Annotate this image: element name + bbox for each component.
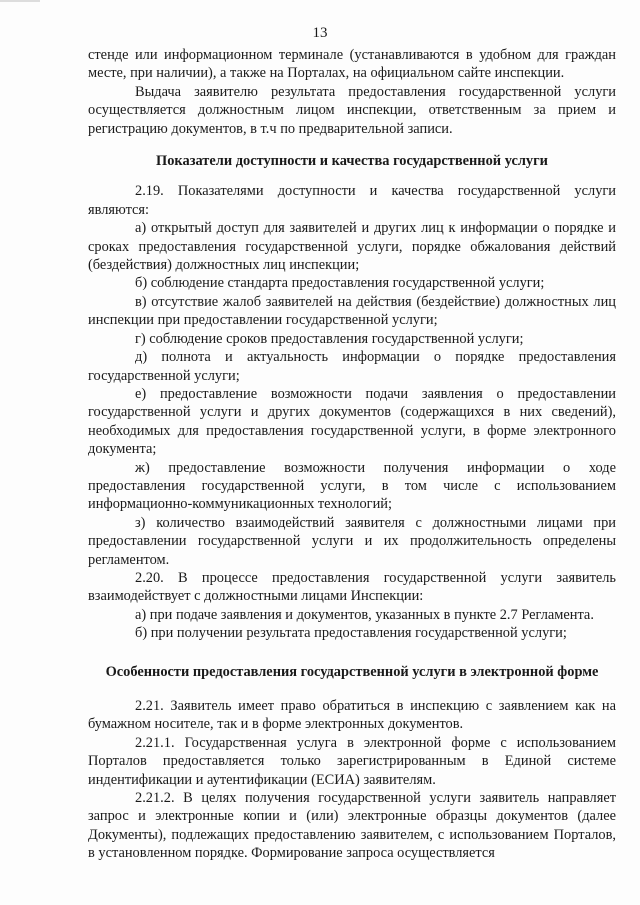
list-item: ж) предоставление возможности получения информации о ходе предоставления государственной услуги, в том числе с использованием информационно-коммуникационных технологий;: [88, 459, 616, 513]
list-item: д) полнота и актуальность информации о порядке предоставления государственной услуги;: [88, 349, 616, 384]
section-heading: Особенности предоставления государственной услуги в электронной форме: [105, 663, 599, 680]
list-item: а) открытый доступ для заявителей и других лиц к информации о порядке и сроках предоставления государственной услуги, порядке обжалования действий (бездействия) должностных лиц инспекции;: [88, 220, 616, 274]
paragraph: 2.21. Заявитель имеет право обратиться в инспекцию с заявлением как на бумажном носителе, так и в форме электронных документов.: [88, 698, 616, 733]
list-item: з) количество взаимодействий заявителя с должностными лицами при предоставлении государственной услуги и их продолжительность определены регламентом.: [88, 514, 616, 568]
paragraph: Выдача заявителю результата предоставления государственной услуги осуществляется должностным лицом инспекции, ответственным за прием и регистрацию документов, в т.ч по предварительной записи.: [88, 83, 616, 137]
list-item: а) при подаче заявления и документов, указанных в пункте 2.7 Регламента.: [135, 606, 594, 623]
paragraph: 2.20. В процессе предоставления государственной услуги заявитель взаимодействует с должностными лицами Инспекции:: [88, 569, 616, 605]
list-item: б) при получении результата предоставления государственной услуги;: [135, 625, 567, 642]
paragraph: стенде или информационном терминале (устанавливаются в удобном для граждан месте, при наличии), а также на Порталах, на официальном сайте инспекции.: [88, 47, 616, 82]
paragraph: 2.21.2. В целях получения государственной услуги заявитель направляет запрос и электронные копии и (или) электронные образцы документов (далее Документы), подлежащих предоставлению заявителем, с использованием Порталов, в установленном порядке. Формирование запроса осуществляется: [88, 790, 616, 862]
paragraph: 2.21.1. Государственная услуга в электронной форме с использованием Порталов предоставляется только зарегистрированным в Единой системе индентификации и аутентификации (ЕСИА) заявителям.: [88, 734, 616, 788]
section-heading: Показатели доступности и качества государственной услуги: [156, 153, 548, 170]
list-item: б) соблюдение стандарта предоставления государственной услуги;: [135, 275, 545, 292]
document-body: [88, 46, 616, 863]
scan-edge-mark: [0, 0, 40, 2]
list-item: в) отсутствие жалоб заявителей на действия (бездействие) должностных лиц инспекции при предоставлении государственной услуги;: [88, 293, 616, 329]
paragraph: 2.19. Показателями доступности и качества государственной услуги являются:: [88, 183, 616, 218]
list-item: г) соблюдение сроков предоставления государственной услуги;: [135, 330, 524, 347]
list-item: е) предоставление возможности подачи заявления о предоставлении государственной услуги и других документов (содержащихся в них сведений), необходимых для предоставления государственной услуги, в форме электронного документа;: [88, 385, 616, 458]
page-number: 13: [312, 25, 328, 41]
